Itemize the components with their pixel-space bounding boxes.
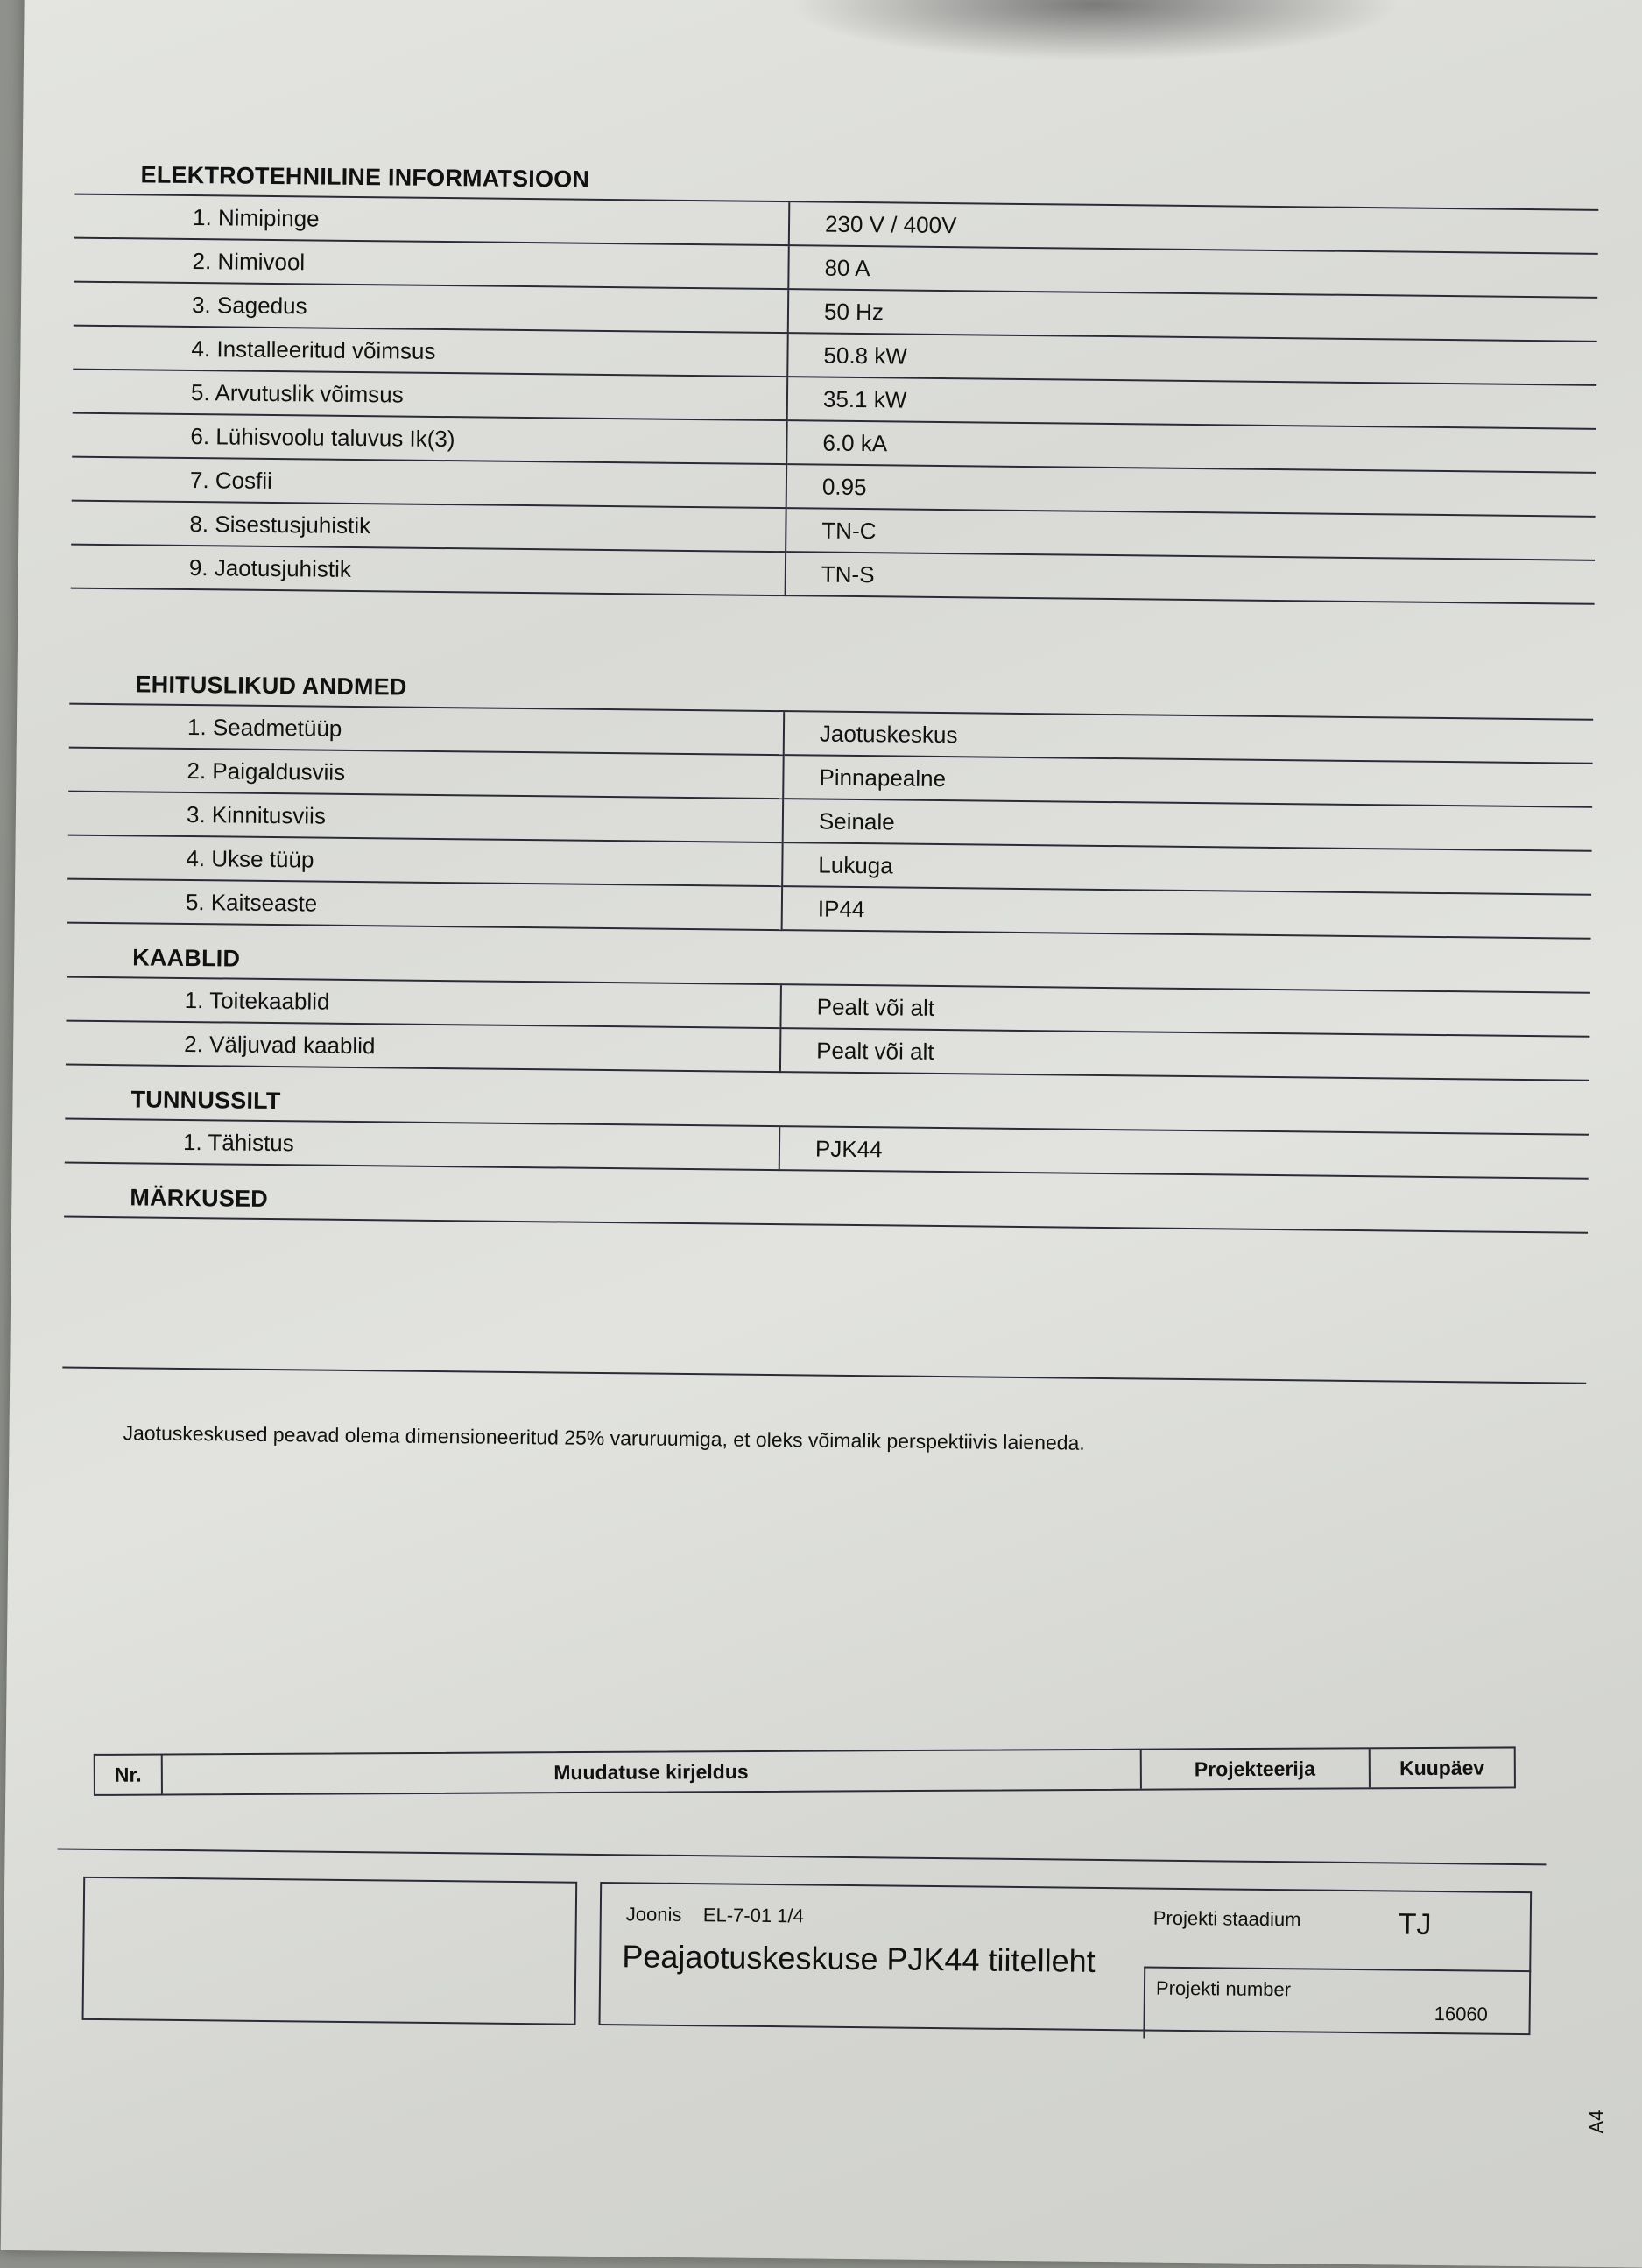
project-number-label: Projekti number bbox=[1155, 1976, 1292, 2001]
paper-size-mark: A4 bbox=[1585, 2110, 1608, 2134]
row-value: PJK44 bbox=[779, 1127, 1589, 1179]
row-label: 1. Nimipinge bbox=[74, 195, 789, 246]
row-label: 1. Tähistus bbox=[65, 1120, 779, 1171]
row-label: 5. Kaitseaste bbox=[67, 879, 782, 931]
stage-label: Projekti staadium bbox=[1152, 1906, 1301, 1931]
row-value: TN-C bbox=[786, 508, 1595, 560]
title-block-info bbox=[599, 1882, 1533, 2035]
row-label: 6. Lühisvoolu taluvus Ik(3) bbox=[72, 413, 786, 465]
revision-description-header: Muudatuse kirjeldus bbox=[162, 1750, 1141, 1794]
row-label: 2. Nimivool bbox=[74, 238, 788, 290]
row-value: 0.95 bbox=[786, 464, 1596, 517]
row-value: 6.0 kA bbox=[786, 420, 1596, 473]
document-sheet bbox=[1, 0, 1642, 2267]
construction-table bbox=[67, 705, 1594, 940]
row-label: 1. Toitekaablid bbox=[66, 978, 780, 1029]
row-value: IP44 bbox=[782, 886, 1591, 939]
row-label: 3. Kinnitusviis bbox=[68, 792, 783, 843]
revision-designer-header: Projekteerija bbox=[1141, 1749, 1370, 1788]
title-block bbox=[55, 1849, 1546, 2041]
construction-section-title: EHITUSLIKUD ANDMED bbox=[69, 651, 1594, 721]
row-value: Seinale bbox=[783, 799, 1592, 851]
row-value: Pealt või alt bbox=[780, 985, 1589, 1037]
row-label: 2. Väljuvad kaablid bbox=[66, 1021, 780, 1073]
row-value: Jaotuskeskus bbox=[784, 712, 1593, 764]
drawing-title: Peajaotuskeskuse PJK44 tiitelleht bbox=[622, 1938, 1096, 1979]
row-value: Pealt või alt bbox=[780, 1028, 1589, 1081]
revision-date-header: Kuupäev bbox=[1399, 1756, 1485, 1779]
project-number-box bbox=[1143, 1967, 1531, 2043]
electrical-section-title: ELEKTROTEHNILINE INFORMATSIOON bbox=[74, 141, 1599, 211]
row-label: 5. Arvutuslik võimsus bbox=[73, 370, 787, 421]
drawing-number: EL-7-01 1/4 bbox=[702, 1904, 804, 1927]
row-label: 1. Seadmetüüp bbox=[69, 705, 784, 756]
revision-nr-header: Nr. bbox=[95, 1756, 163, 1794]
row-value: TN-S bbox=[786, 552, 1595, 604]
row-value: Lukuga bbox=[782, 842, 1591, 895]
cables-section-title: KAABLID bbox=[67, 924, 1591, 994]
fold-shadow bbox=[788, 0, 1401, 61]
row-value: 50 Hz bbox=[788, 289, 1597, 342]
row-value: 80 A bbox=[788, 245, 1597, 298]
row-label: 2. Paigaldusviis bbox=[68, 748, 783, 799]
row-label: 4. Ukse tüüp bbox=[67, 835, 782, 887]
row-value: Pinnapealne bbox=[783, 755, 1592, 807]
stage-value: TJ bbox=[1398, 1907, 1432, 1941]
electrical-table bbox=[71, 195, 1599, 605]
cables-table bbox=[66, 978, 1590, 1081]
nameplate-section-title: TUNNUSSILT bbox=[65, 1066, 1589, 1136]
row-label: 7. Cosfii bbox=[72, 457, 786, 509]
remarks-box bbox=[62, 1218, 1588, 1384]
row-value: 50.8 kW bbox=[787, 333, 1596, 385]
project-number-value: 16060 bbox=[1434, 2002, 1489, 2025]
row-label: 3. Sagedus bbox=[74, 282, 788, 334]
row-label: 8. Sisestusjuhistik bbox=[71, 501, 786, 553]
remarks-note: Jaotuskeskused peavad olema dimensioneeritud 25% varuruumiga, et oleks võimalik perspektiivis laieneda. bbox=[123, 1421, 1085, 1454]
row-label: 4. Installeeritud võimsus bbox=[73, 326, 787, 377]
document-content bbox=[58, 141, 1599, 1812]
row-label: 9. Jaotusjuhistik bbox=[71, 545, 786, 596]
title-block-logo-box bbox=[82, 1877, 578, 2025]
row-value: 35.1 kW bbox=[787, 377, 1596, 429]
row-value: 230 V / 400V bbox=[789, 202, 1598, 254]
drawing-label: Joonis bbox=[625, 1903, 682, 1926]
remarks-section-title: MÄRKUSED bbox=[64, 1164, 1589, 1234]
revision-table bbox=[94, 1746, 1516, 1796]
